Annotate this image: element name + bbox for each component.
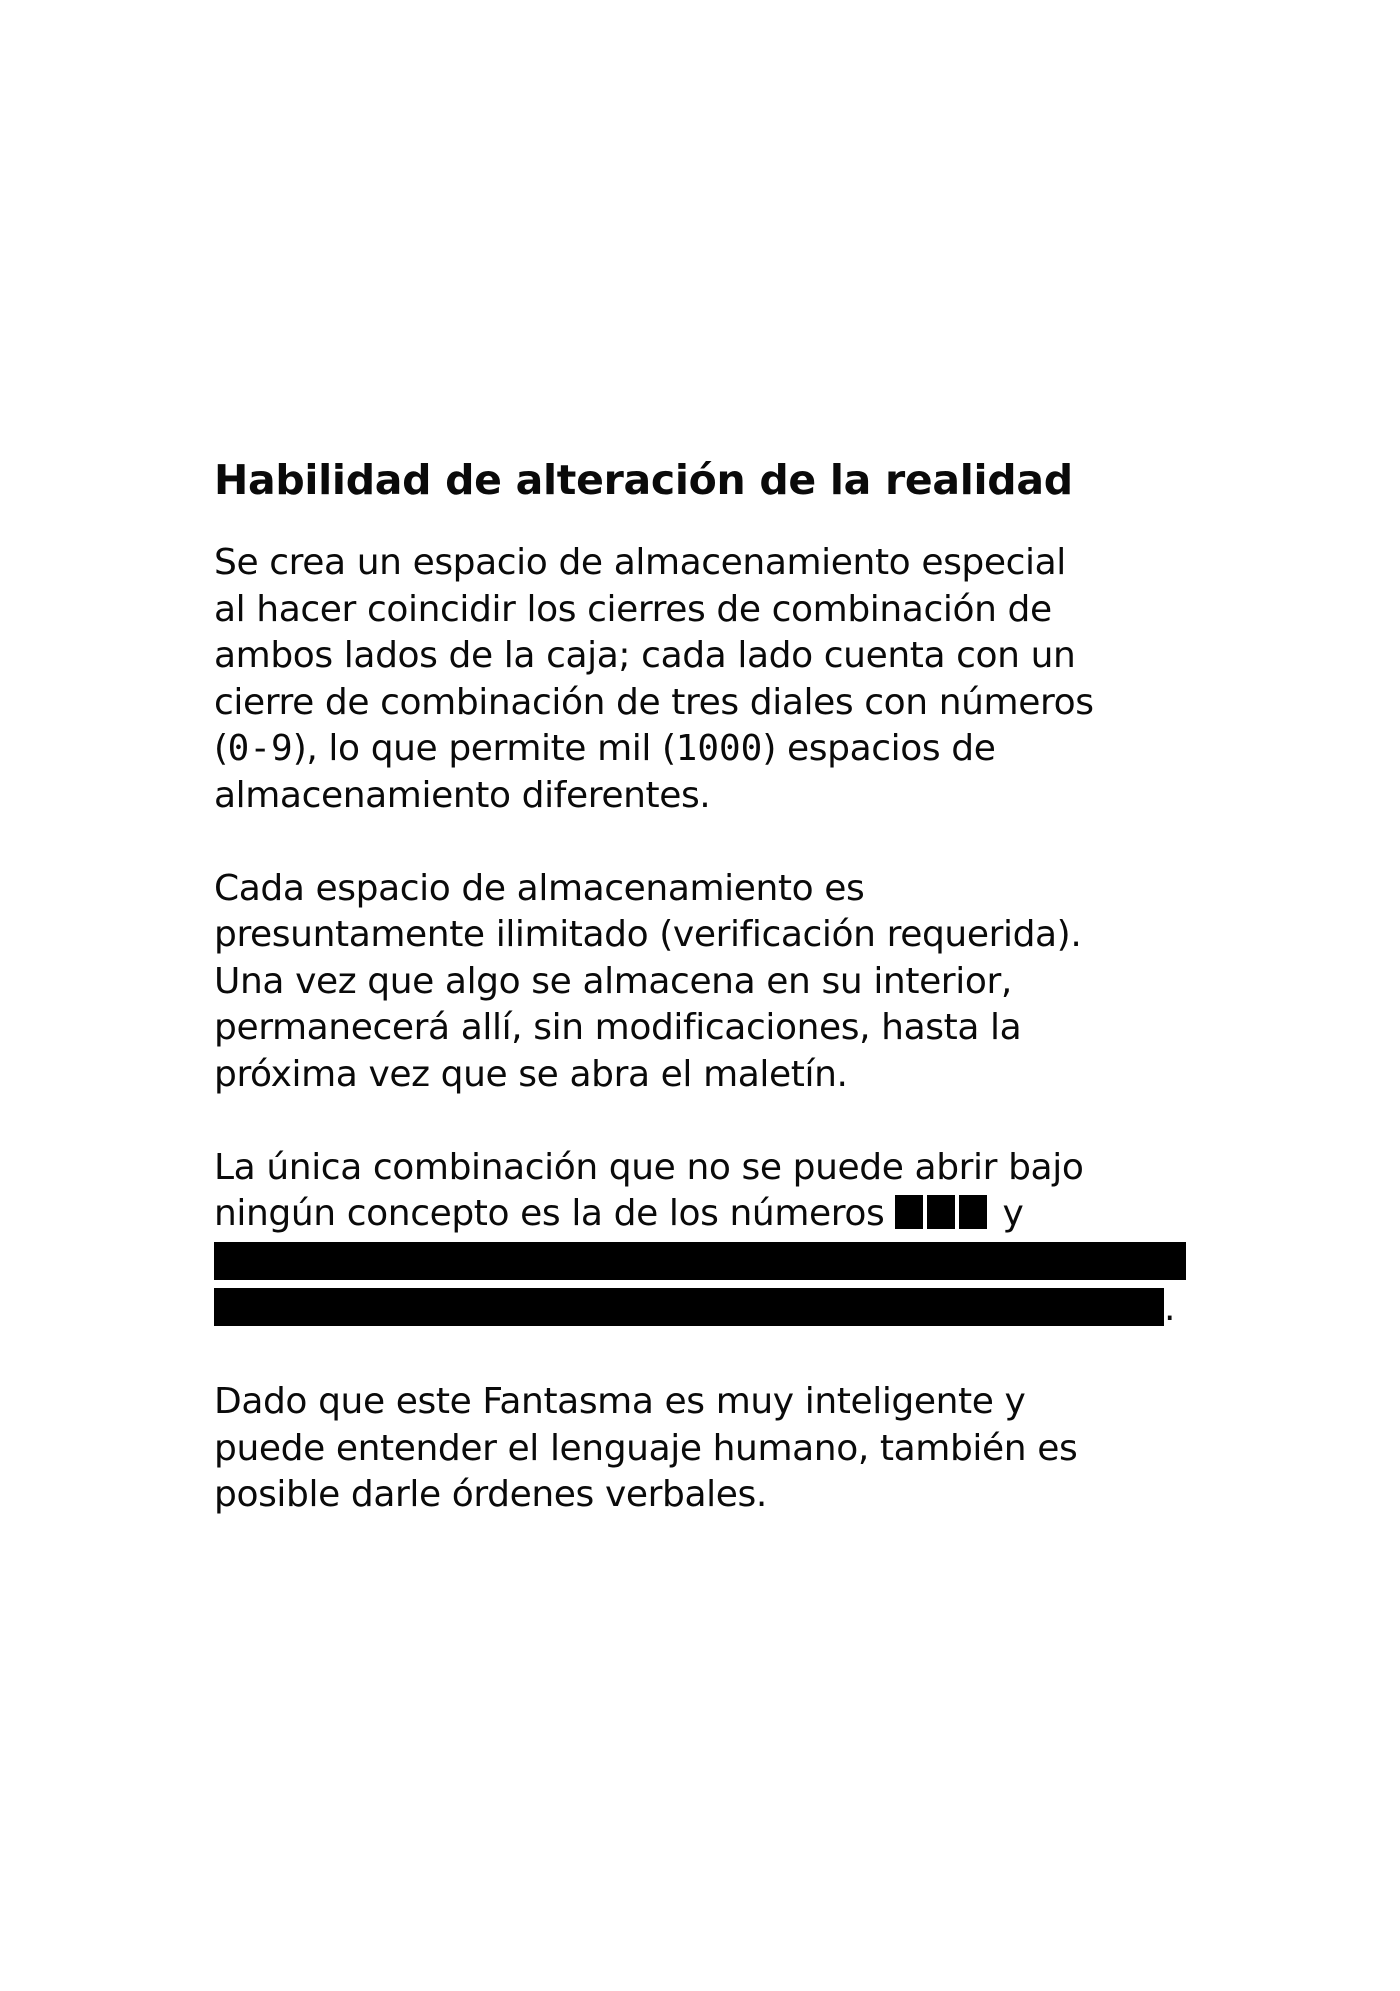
text-line: permanecerá allí, sin modificaciones, hasta la (214, 1007, 1022, 1048)
paragraph-storage-space (214, 540, 1204, 819)
text-line: cierre de combinación de tres diales con números (214, 681, 1094, 723)
text-line: al hacer coincidir los cierres de combinación de (214, 588, 1052, 630)
section-title: Habilidad de alteración de la realidad (214, 456, 1073, 504)
text-line: presuntamente ilimitado (verificación requerida). (214, 914, 1082, 955)
text-fragment: ), lo que permite mil ( (292, 728, 676, 769)
redaction-bar (214, 1242, 1186, 1280)
text-line: puede entender el lenguaje humano, también es (214, 1427, 1078, 1469)
paragraph-verbal-orders (214, 1379, 1204, 1519)
text-fragment: . (1164, 1288, 1176, 1329)
text-fragment: y (1002, 1193, 1024, 1234)
text-line: Dado que este Fantasma es muy inteligente y (214, 1381, 1026, 1422)
text-line: Cada espacio de almacenamiento es (214, 867, 865, 909)
text-fragment: ( (214, 728, 228, 769)
text-line: posible darle órdenes verbales. (214, 1474, 767, 1515)
paragraph-unlimited-space (214, 866, 1204, 1099)
text-line: La única combinación que no se puede abrir bajo (214, 1146, 1084, 1188)
redaction-block (927, 1195, 955, 1229)
text-line (214, 726, 1204, 773)
text-line: próxima vez que se abra el maletín. (214, 1053, 848, 1095)
paragraph-forbidden-combination (214, 1145, 1204, 1333)
text-line: ambos lados de la caja; cada lado cuenta con un (214, 635, 1076, 676)
document-body (214, 448, 1204, 1519)
redaction-block (895, 1195, 923, 1229)
text-line: Una vez que algo se almacena en su interior, (214, 960, 1012, 1002)
dial-range: 0-9 (227, 728, 293, 769)
text-line: almacenamiento diferentes. (214, 774, 711, 816)
text-fragment: ) espacios de (762, 728, 996, 769)
text-line: Se crea un espacio de almacenamiento especial (214, 542, 1066, 583)
redaction-bar (214, 1288, 1164, 1326)
text-line (214, 1191, 1204, 1238)
space-count: 1000 (675, 728, 763, 769)
redaction-block (959, 1195, 987, 1229)
text-fragment: ningún concepto es la de los números (214, 1193, 885, 1234)
text-line (214, 1284, 1204, 1333)
